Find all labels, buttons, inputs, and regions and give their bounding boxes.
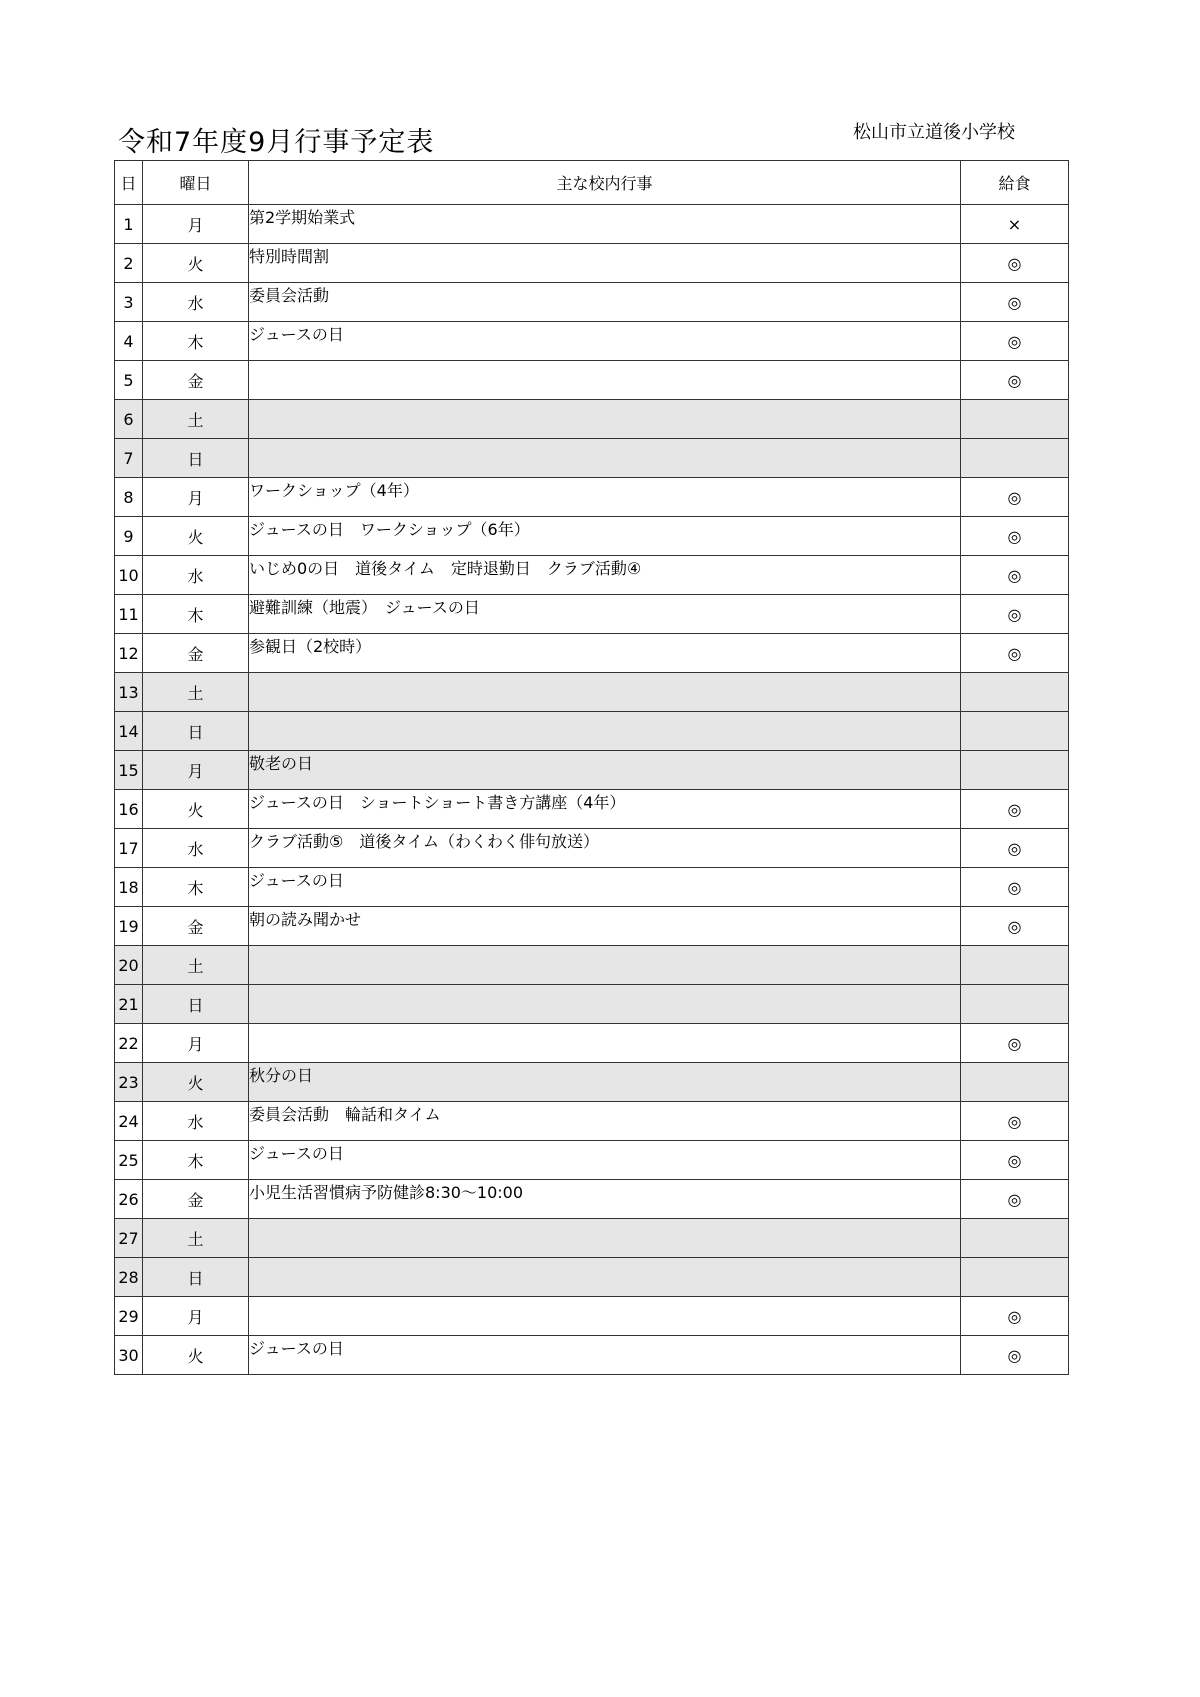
table-row [115,946,1069,985]
day-cell: 7 [115,439,143,478]
lunch-cell [961,1258,1069,1297]
table-row [115,1141,1069,1180]
weekday-cell: 月 [143,478,249,517]
weekday-cell: 火 [143,1336,249,1375]
event-cell: 避難訓練（地震） ジュースの日 [249,595,961,634]
lunch-cell: ◎ [961,283,1069,322]
day-cell: 1 [115,205,143,244]
day-cell: 23 [115,1063,143,1102]
day-cell: 6 [115,400,143,439]
lunch-cell: ◎ [961,1336,1069,1375]
event-cell: ワークショップ（4年） [249,478,961,517]
day-cell: 28 [115,1258,143,1297]
day-cell: 15 [115,751,143,790]
event-cell [249,985,961,1024]
lunch-cell: ◎ [961,1141,1069,1180]
table-row [115,1297,1069,1336]
table-row [115,244,1069,283]
table-row [115,322,1069,361]
schedule-table [114,160,1069,1375]
event-cell: ジュースの日 ショートショート書き方講座（4年） [249,790,961,829]
day-cell: 11 [115,595,143,634]
event-cell: いじめ0の日 道後タイム 定時退勤日 クラブ活動④ [249,556,961,595]
lunch-cell [961,1219,1069,1258]
table-row [115,478,1069,517]
page-title: 令和7年度9月行事予定表 [118,127,435,158]
day-cell: 13 [115,673,143,712]
lunch-cell: ◎ [961,595,1069,634]
weekday-cell: 火 [143,1063,249,1102]
weekday-cell: 土 [143,946,249,985]
weekday-cell: 水 [143,283,249,322]
lunch-cell: ◎ [961,868,1069,907]
day-cell: 17 [115,829,143,868]
lunch-cell [961,751,1069,790]
table-row [115,1258,1069,1297]
header-weekday: 曜日 [143,161,249,205]
table-row [115,1102,1069,1141]
table-row [115,556,1069,595]
event-cell [249,712,961,751]
table-row [115,634,1069,673]
day-cell: 30 [115,1336,143,1375]
lunch-cell: ◎ [961,1102,1069,1141]
table-row [115,868,1069,907]
weekday-cell: 日 [143,985,249,1024]
lunch-cell [961,985,1069,1024]
weekday-cell: 水 [143,1102,249,1141]
weekday-cell: 水 [143,829,249,868]
weekday-cell: 金 [143,1180,249,1219]
weekday-cell: 金 [143,907,249,946]
day-cell: 18 [115,868,143,907]
weekday-cell: 水 [143,556,249,595]
event-cell: 秋分の日 [249,1063,961,1102]
event-cell [249,400,961,439]
event-cell [249,361,961,400]
event-cell [249,946,961,985]
table-row [115,829,1069,868]
header-row [115,161,1069,205]
weekday-cell: 木 [143,1141,249,1180]
event-cell: ジュースの日 [249,868,961,907]
event-cell: 第2学期始業式 [249,205,961,244]
day-cell: 9 [115,517,143,556]
lunch-cell: ◎ [961,478,1069,517]
header-day: 日 [115,161,143,205]
day-cell: 29 [115,1297,143,1336]
day-cell: 5 [115,361,143,400]
day-cell: 24 [115,1102,143,1141]
event-cell: 小児生活習慣病予防健診8:30～10:00 [249,1180,961,1219]
weekday-cell: 月 [143,1024,249,1063]
weekday-cell: 月 [143,751,249,790]
lunch-cell: ◎ [961,556,1069,595]
day-cell: 21 [115,985,143,1024]
day-cell: 12 [115,634,143,673]
event-cell [249,1219,961,1258]
lunch-cell: ◎ [961,517,1069,556]
day-cell: 19 [115,907,143,946]
day-cell: 16 [115,790,143,829]
day-cell: 10 [115,556,143,595]
table-row [115,1063,1069,1102]
weekday-cell: 土 [143,673,249,712]
event-cell [249,1258,961,1297]
table-row [115,361,1069,400]
table-row [115,1024,1069,1063]
table-row [115,1336,1069,1375]
day-cell: 14 [115,712,143,751]
weekday-cell: 日 [143,439,249,478]
event-cell: 委員会活動 [249,283,961,322]
weekday-cell: 火 [143,244,249,283]
table-row [115,439,1069,478]
lunch-cell: ◎ [961,361,1069,400]
table-row [115,205,1069,244]
table-row [115,517,1069,556]
day-cell: 3 [115,283,143,322]
table-row [115,907,1069,946]
event-cell: クラブ活動⑤ 道後タイム（わくわく俳句放送） [249,829,961,868]
day-cell: 22 [115,1024,143,1063]
lunch-cell [961,1063,1069,1102]
day-cell: 2 [115,244,143,283]
lunch-cell: ◎ [961,244,1069,283]
header-lunch: 給食 [961,161,1069,205]
table-row [115,985,1069,1024]
weekday-cell: 木 [143,868,249,907]
weekday-cell: 木 [143,322,249,361]
lunch-cell: ◎ [961,829,1069,868]
lunch-cell: × [961,205,1069,244]
event-cell [249,1024,961,1063]
header-events: 主な校内行事 [249,161,961,205]
event-cell: 参観日（2校時） [249,634,961,673]
table-row [115,751,1069,790]
table-row [115,595,1069,634]
event-cell: ジュースの日 [249,322,961,361]
weekday-cell: 木 [143,595,249,634]
lunch-cell: ◎ [961,1024,1069,1063]
table-row [115,673,1069,712]
weekday-cell: 月 [143,1297,249,1336]
event-cell: ジュースの日 [249,1141,961,1180]
weekday-cell: 火 [143,517,249,556]
table-row [115,790,1069,829]
event-cell: 朝の読み聞かせ [249,907,961,946]
event-cell [249,439,961,478]
day-cell: 4 [115,322,143,361]
event-cell: 特別時間割 [249,244,961,283]
table-row [115,1180,1069,1219]
weekday-cell: 火 [143,790,249,829]
lunch-cell: ◎ [961,790,1069,829]
weekday-cell: 日 [143,1258,249,1297]
event-cell: ジュースの日 ワークショップ（6年） [249,517,961,556]
weekday-cell: 金 [143,634,249,673]
lunch-cell [961,712,1069,751]
table-row [115,400,1069,439]
weekday-cell: 月 [143,205,249,244]
lunch-cell: ◎ [961,322,1069,361]
lunch-cell [961,946,1069,985]
weekday-cell: 土 [143,400,249,439]
table-row [115,712,1069,751]
day-cell: 26 [115,1180,143,1219]
lunch-cell: ◎ [961,1180,1069,1219]
table-row [115,1219,1069,1258]
weekday-cell: 日 [143,712,249,751]
weekday-cell: 土 [143,1219,249,1258]
lunch-cell [961,439,1069,478]
event-cell: 委員会活動 輪話和タイム [249,1102,961,1141]
school-name: 松山市立道後小学校 [853,122,1015,143]
lunch-cell [961,673,1069,712]
table-row [115,283,1069,322]
lunch-cell: ◎ [961,907,1069,946]
day-cell: 27 [115,1219,143,1258]
event-cell: ジュースの日 [249,1336,961,1375]
lunch-cell [961,400,1069,439]
day-cell: 20 [115,946,143,985]
event-cell: 敬老の日 [249,751,961,790]
weekday-cell: 金 [143,361,249,400]
lunch-cell: ◎ [961,634,1069,673]
event-cell [249,1297,961,1336]
event-cell [249,673,961,712]
lunch-cell: ◎ [961,1297,1069,1336]
schedule-body [115,205,1069,1375]
day-cell: 25 [115,1141,143,1180]
day-cell: 8 [115,478,143,517]
